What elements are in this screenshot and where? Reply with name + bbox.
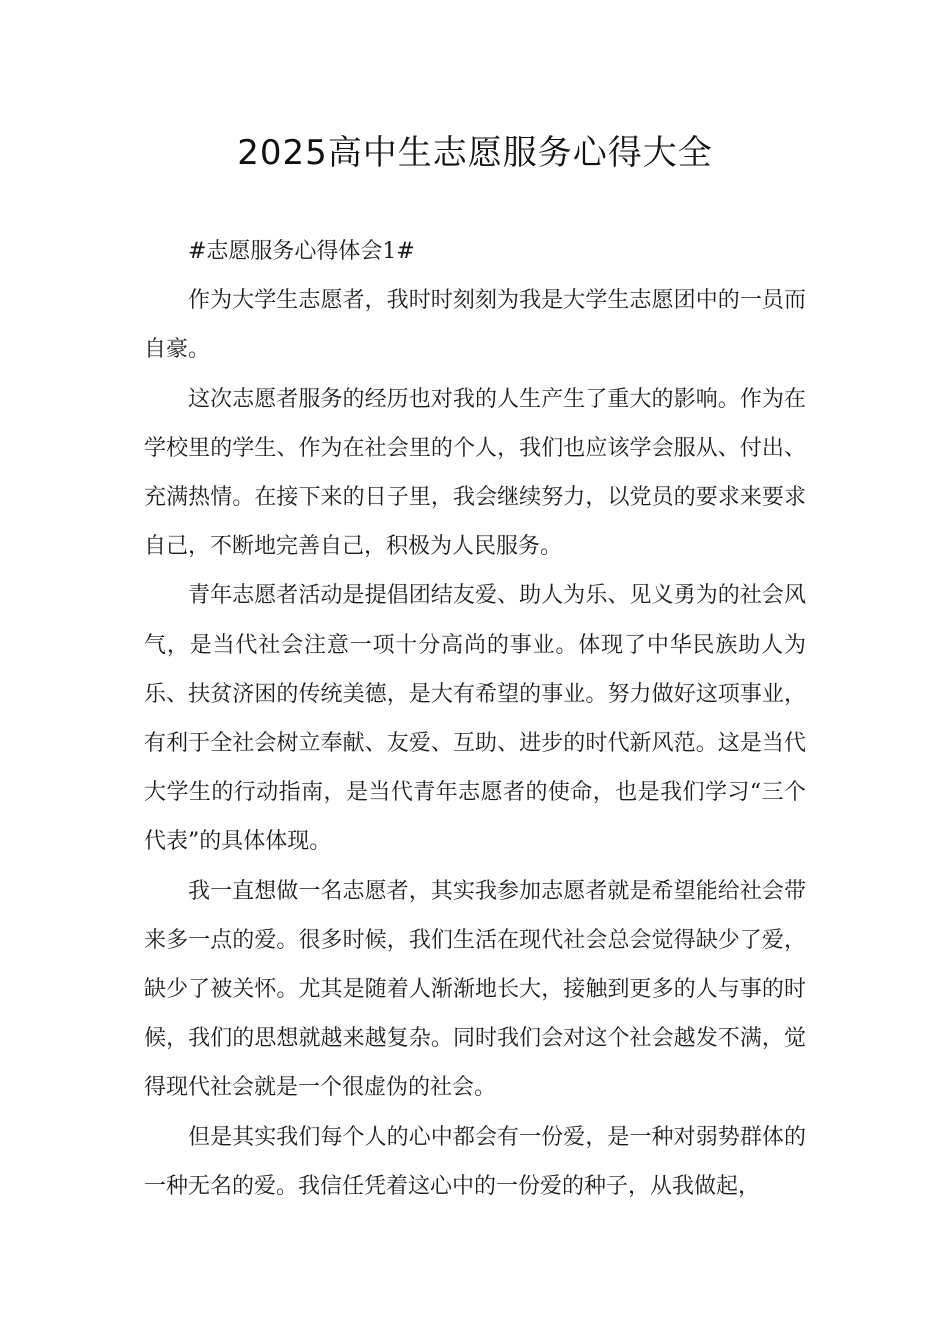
paragraph: 青年志愿者活动是提倡团结友爱、助人为乐、见义勇为的社会风气，是当代社会注意一项十分高尚的事业。体现了中华民族助人为乐、扶贫济困的传统美德，是大有希望的事业。努力做好这项事业，有利于全社会树立奉献、友爱、互助、进步的时代新风范。这是当代大学生的行动指南，是当代青年志愿者的使命，也是我们学习“三个代表”的具体体现。: [144, 583, 806, 855]
section-heading: #志愿服务心得体会1#: [188, 239, 415, 264]
paragraph: 作为大学生志愿者，我时时刻刻为我是大学生志愿团中的一员而自豪。: [144, 288, 806, 363]
document-body: [144, 227, 806, 1211]
paragraph: 这次志愿者服务的经历也对我的人生产生了重大的影响。作为在学校里的学生、作为在社会里的个人，我们也应该学会服从、付出、充满热情。在接下来的日子里，我会继续努力，以党员的要求来要求自己，不断地完善自己，积极为人民服务。: [144, 386, 806, 560]
paragraph: 我一直想做一名志愿者，其实我参加志愿者就是希望能给社会带来多一点的爱。很多时候，我们生活在现代社会总会觉得缺少了爱，缺少了被关怀。尤其是随着人渐渐地长大，接触到更多的人与事的时候，我们的思想就越来越复杂。同时我们会对这个社会越发不满，觉得现代社会就是一个很虚伪的社会。: [144, 878, 806, 1101]
document-title: 2025高中生志愿服务心得大全: [237, 133, 713, 173]
paragraph: 但是其实我们每个人的心中都会有一份爱，是一种对弱势群体的一种无名的爱。我信任凭着这心中的一份爱的种子，从我做起，: [144, 1124, 806, 1199]
